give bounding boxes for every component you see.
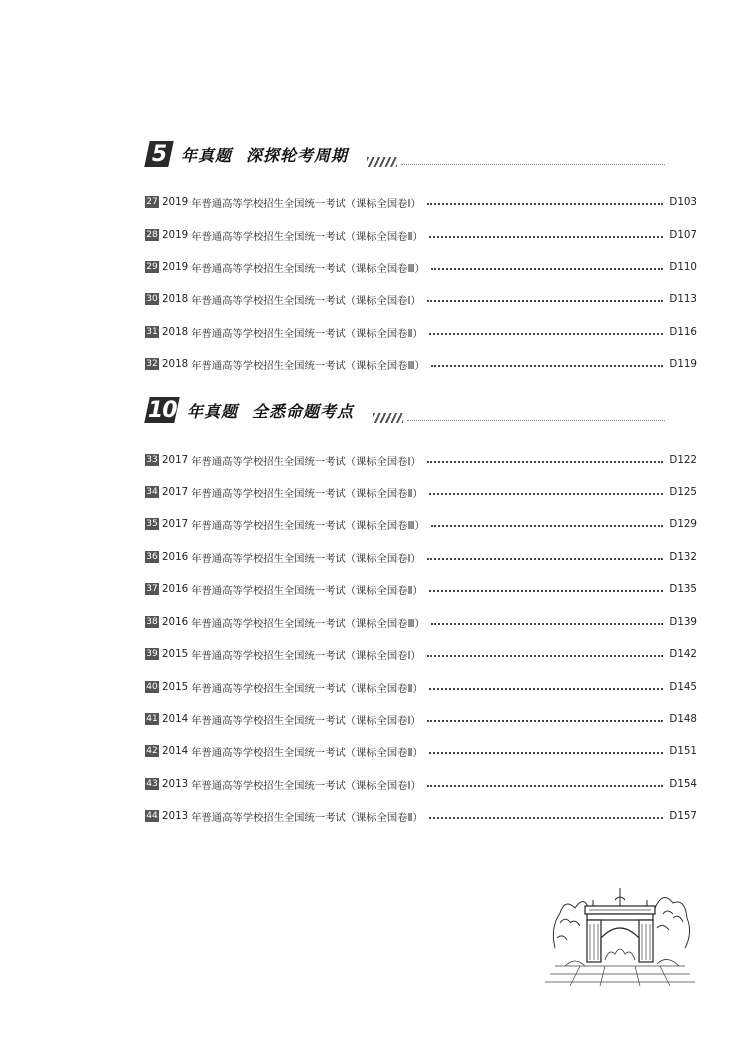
item-number-badge: 37 <box>146 584 158 594</box>
toc-row[interactable] <box>145 776 697 792</box>
toc-row[interactable] <box>145 452 697 468</box>
item-number-badge: 43 <box>146 779 158 789</box>
hatch-decoration <box>373 413 403 423</box>
item-number-badge: 31 <box>146 327 158 337</box>
dot-leader <box>429 590 664 592</box>
toc-row[interactable] <box>145 679 697 695</box>
item-year: 2019 <box>162 261 189 273</box>
toc-row[interactable] <box>145 356 697 372</box>
section-subtitle: 深探轮考周期 <box>246 146 349 165</box>
item-year: 2018 <box>162 293 189 305</box>
item-title: 年普通高等学校招生全国统一考试（课标全国卷Ⅲ） <box>191 519 425 532</box>
toc-row[interactable] <box>145 581 697 597</box>
toc-row[interactable] <box>145 743 697 759</box>
item-number-badge: 42 <box>146 746 158 756</box>
item-number-badge: 27 <box>146 197 158 207</box>
dot-leader <box>429 688 664 690</box>
toc-row[interactable] <box>145 516 697 532</box>
item-title: 年普通高等学校招生全国统一考试（课标全国卷Ⅱ） <box>191 584 423 597</box>
dot-leader <box>427 558 664 560</box>
page-number: D151 <box>669 745 697 757</box>
item-year: 2014 <box>162 745 189 757</box>
item-title: 年普通高等学校招生全国统一考试（课标全国卷Ⅱ） <box>191 487 423 500</box>
item-title: 年普通高等学校招生全国统一考试（课标全国卷Ⅰ） <box>191 649 421 662</box>
item-number-badge: 34 <box>146 487 158 497</box>
item-year: 2013 <box>162 810 189 822</box>
dot-leader <box>431 525 664 527</box>
item-title: 年普通高等学校招生全国统一考试（课标全国卷Ⅱ） <box>191 811 423 824</box>
dot-leader <box>429 817 664 819</box>
page-number: D103 <box>669 196 697 208</box>
hatch-decoration <box>367 157 397 167</box>
gate-illustration-icon <box>545 878 695 988</box>
item-year: 2016 <box>162 583 189 595</box>
section-header <box>145 140 665 170</box>
page-number: D132 <box>669 551 697 563</box>
page-number: D139 <box>669 616 697 628</box>
page-number: D125 <box>669 486 697 498</box>
item-title: 年普通高等学校招生全国统一考试（课标全国卷Ⅰ） <box>191 552 421 565</box>
item-number-badge: 38 <box>146 617 158 627</box>
item-number-badge: 28 <box>146 230 158 240</box>
item-number-badge: 32 <box>146 359 158 369</box>
dot-leader <box>431 365 664 367</box>
dot-leader <box>427 300 664 302</box>
page-number: D107 <box>669 229 697 241</box>
dot-leader <box>427 461 664 463</box>
page-number: D154 <box>669 778 697 790</box>
dot-leader <box>431 623 664 625</box>
dot-leader <box>427 655 664 657</box>
item-number-badge: 36 <box>146 552 158 562</box>
toc-row[interactable] <box>145 646 697 662</box>
item-year: 2019 <box>162 229 189 241</box>
section-subtitle: 全悉命题考点 <box>252 402 355 421</box>
toc-row[interactable] <box>145 291 697 307</box>
item-year: 2017 <box>162 486 189 498</box>
dot-leader <box>429 752 664 754</box>
page-number: D116 <box>669 326 697 338</box>
item-year: 2014 <box>162 713 189 725</box>
section-number: 10 <box>147 397 177 423</box>
item-title: 年普通高等学校招生全国统一考试（课标全国卷Ⅱ） <box>191 746 423 759</box>
item-year: 2015 <box>162 681 189 693</box>
page-number: D110 <box>669 261 697 273</box>
item-number-badge: 33 <box>146 455 158 465</box>
item-year: 2017 <box>162 518 189 530</box>
page-number: D148 <box>669 713 697 725</box>
item-year: 2016 <box>162 616 189 628</box>
item-title: 年普通高等学校招生全国统一考试（课标全国卷Ⅲ） <box>191 617 425 630</box>
toc-row[interactable] <box>145 484 697 500</box>
item-title: 年普通高等学校招生全国统一考试（课标全国卷Ⅲ） <box>191 359 425 372</box>
page-number: D142 <box>669 648 697 660</box>
item-number-badge: 39 <box>146 649 158 659</box>
item-number-badge: 41 <box>146 714 158 724</box>
page-number: D119 <box>669 358 697 370</box>
section-number-badge <box>144 141 174 167</box>
item-year: 2018 <box>162 326 189 338</box>
toc-row[interactable] <box>145 227 697 243</box>
item-year: 2013 <box>162 778 189 790</box>
toc-row[interactable] <box>145 194 697 210</box>
item-title: 年普通高等学校招生全国统一考试（课标全国卷Ⅱ） <box>191 230 423 243</box>
item-year: 2016 <box>162 551 189 563</box>
dot-leader <box>427 720 664 722</box>
item-title: 年普通高等学校招生全国统一考试（课标全国卷Ⅱ） <box>191 682 423 695</box>
section-title <box>181 143 348 166</box>
item-title: 年普通高等学校招生全国统一考试（课标全国卷Ⅰ） <box>191 455 421 468</box>
section-rule <box>407 420 665 421</box>
item-number-badge: 29 <box>146 262 158 272</box>
dot-leader <box>429 493 664 495</box>
item-number-badge: 35 <box>146 519 158 529</box>
page-number: D129 <box>669 518 697 530</box>
item-year: 2018 <box>162 358 189 370</box>
section-title-part: 年真题 <box>187 402 239 421</box>
dot-leader <box>431 268 664 270</box>
section-number-badge <box>144 397 180 423</box>
dot-leader <box>427 785 664 787</box>
toc-row[interactable] <box>145 324 697 340</box>
item-year: 2017 <box>162 454 189 466</box>
toc-row[interactable] <box>145 614 697 630</box>
page-number: D135 <box>669 583 697 595</box>
dot-leader <box>429 236 664 238</box>
page-number: D122 <box>669 454 697 466</box>
item-number-badge: 44 <box>146 811 158 821</box>
item-year: 2015 <box>162 648 189 660</box>
dot-leader <box>429 333 664 335</box>
section-number: 5 <box>151 141 167 167</box>
item-number-badge: 30 <box>146 294 158 304</box>
item-title: 年普通高等学校招生全国统一考试（课标全国卷Ⅰ） <box>191 197 421 210</box>
toc-row[interactable] <box>145 808 697 824</box>
item-title: 年普通高等学校招生全国统一考试（课标全国卷Ⅰ） <box>191 779 421 792</box>
toc-row[interactable] <box>145 259 697 275</box>
item-title: 年普通高等学校招生全国统一考试（课标全国卷Ⅰ） <box>191 714 421 727</box>
item-year: 2019 <box>162 196 189 208</box>
section-title-part: 年真题 <box>181 146 233 165</box>
section-rule <box>401 164 665 165</box>
toc-row[interactable] <box>145 711 697 727</box>
dot-leader <box>427 203 664 205</box>
item-title: 年普通高等学校招生全国统一考试（课标全国卷Ⅱ） <box>191 327 423 340</box>
item-title: 年普通高等学校招生全国统一考试（课标全国卷Ⅰ） <box>191 294 421 307</box>
page-number: D157 <box>669 810 697 822</box>
section-header <box>145 396 665 426</box>
item-number-badge: 40 <box>146 682 158 692</box>
section-title <box>187 399 354 422</box>
page-number: D145 <box>669 681 697 693</box>
page-number: D113 <box>669 293 697 305</box>
item-title: 年普通高等学校招生全国统一考试（课标全国卷Ⅲ） <box>191 262 425 275</box>
toc-row[interactable] <box>145 549 697 565</box>
